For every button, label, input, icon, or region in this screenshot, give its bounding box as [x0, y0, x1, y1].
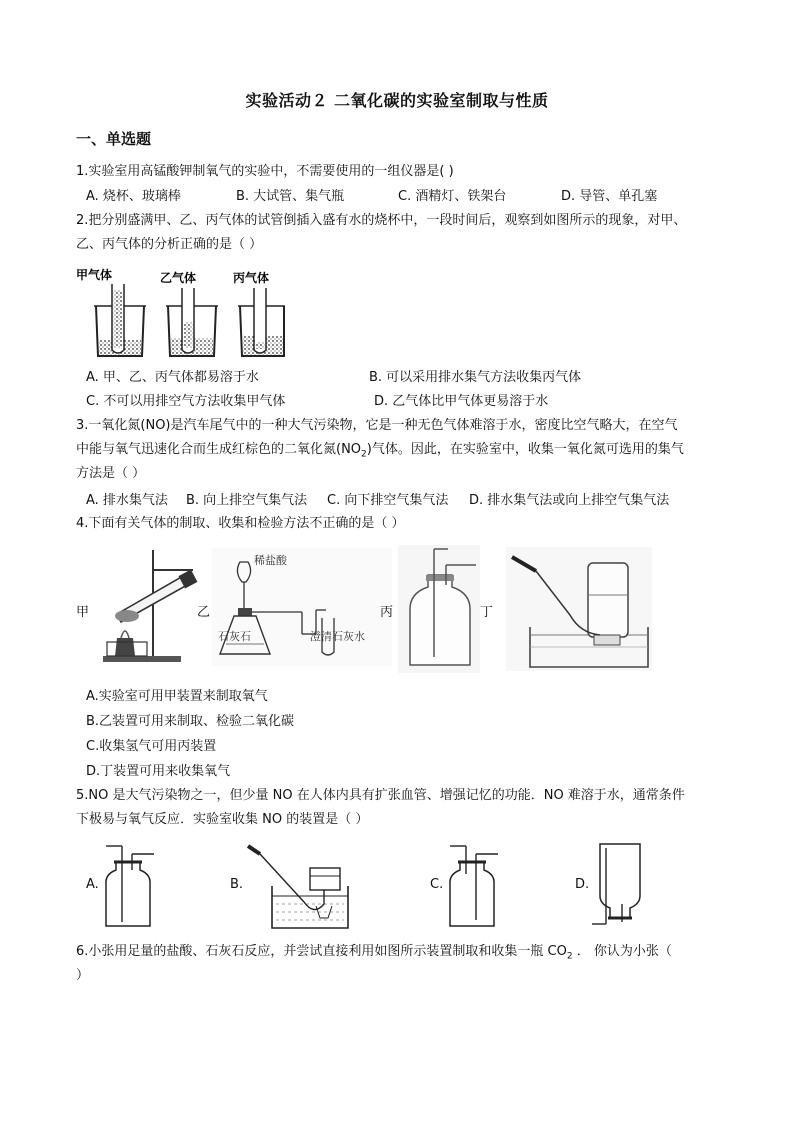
q5-option-a-label: A. — [86, 877, 99, 892]
beaker-jia — [94, 284, 146, 356]
q3-stem-line2-a: 中能与氧气迅速化合而生成红棕色的二氧化氮(NO — [76, 442, 362, 457]
q5-figure-d-inverted-bottle — [590, 838, 648, 928]
q3-stem-line1: 3.一氧化氮(NO)是汽车尾气中的一种大气污染物，它是一种无色气体难溶于水，密度比空气略大，在空气 — [76, 418, 678, 433]
q1-option-a: A. 烧杯、玻璃棒 — [86, 189, 181, 204]
q3-stem-line3: 方法是（ ） — [76, 466, 146, 481]
q5-option-d-label: D. — [575, 877, 590, 892]
q2-option-a: A. 甲、乙、丙气体都易溶于水 — [86, 370, 259, 385]
q2-fig-label-yi: 乙气体 — [160, 271, 197, 285]
q2-option-b: B. 可以采用排水集气方法收集丙气体 — [369, 370, 582, 385]
q2-figure-test-tubes — [76, 264, 286, 362]
q2-option-d: D. 乙气体比甲气体更易溶于水 — [374, 394, 549, 409]
q5-stem-line2: 下极易与氧气反应．实验室收集 NO 的装置是（ ） — [76, 812, 369, 827]
q4-fig-text-hcl: 稀盐酸 — [254, 554, 287, 567]
q4-figure-jia-heating-apparatus — [97, 546, 201, 664]
q2-stem-line1: 2.把分别盛满甲、乙、丙气体的试管倒插入盛有水的烧杯中，一段时间后，观察到如图所示的现象，对甲、 — [76, 213, 687, 228]
q3-option-b: B. 向上排空气集气法 — [186, 493, 308, 508]
q1-option-c: C. 酒精灯、铁架台 — [398, 189, 507, 204]
q3-option-d: D. 排水集气法或向上排空气集气法 — [469, 493, 670, 508]
q4-figure-yi-co2-generator — [212, 548, 392, 666]
q1-stem: 1.实验室用高锰酸钾制氧气的实验中，不需要使用的一组仪器是( ) — [76, 164, 454, 179]
q5-option-c-label: C. — [430, 877, 444, 892]
q2-fig-label-bing: 丙气体 — [233, 271, 270, 285]
q6-stem-line1-a: 6.小张用足量的盐酸、石灰石反应，并尝试直接利用如图所示装置制取和收集一瓶 CO — [76, 944, 567, 959]
q2-stem-line2: 乙、丙气体的分析正确的是（ ） — [76, 237, 263, 252]
q2-fig-label-jia: 甲气体 — [76, 268, 113, 282]
q4-label-yi: 乙 — [197, 605, 211, 620]
q4-label-ding: 丁 — [480, 605, 494, 620]
q3-stem-line2-b: )气体。因此，在实验室中，收集一氧化氮可选用的集气 — [366, 442, 684, 457]
beaker-yi — [166, 288, 218, 356]
q1-option-b: B. 大试管、集气瓶 — [236, 189, 345, 204]
q4-option-c: C.收集氢气可用丙装置 — [86, 739, 217, 754]
section-heading: 一、单选题 — [76, 130, 152, 148]
q3-option-a: A. 排水集气法 — [86, 493, 168, 508]
q5-figure-a-bottle-long-tube — [100, 840, 160, 930]
q6-stem-line2: ） — [76, 968, 90, 983]
q6-stem-line1-b: ． 你认为小张（ — [572, 944, 672, 959]
q4-figure-bing-gas-bottle — [398, 545, 480, 673]
q4-figure-ding-water-displacement — [506, 547, 652, 671]
q5-figure-b-water-trough — [244, 840, 358, 932]
q3-no2-subscript: 2 — [361, 449, 367, 460]
q4-label-bing: 丙 — [380, 605, 394, 620]
q4-fig-text-limestone: 石灰石 — [218, 630, 251, 643]
q4-option-d: D.丁装置可用来收集氧气 — [86, 764, 231, 779]
q5-stem-line1: 5.NO 是大气污染物之一，但少量 NO 在人体内具有扩张血管、增强记忆的功能．NO 难溶于水，通常条件 — [76, 788, 685, 803]
q4-option-b: B.乙装置可用来制取、检验二氧化碳 — [86, 714, 295, 729]
q4-fig-text-limewater: 澄清石灰水 — [310, 630, 365, 643]
q5-option-b-label: B. — [230, 877, 244, 892]
q1-option-d: D. 导管、单孔塞 — [561, 189, 658, 204]
q4-label-jia: 甲 — [76, 605, 90, 620]
q4-option-a: A.实验室可用甲装置来制取氧气 — [86, 689, 268, 704]
q3-option-c: C. 向下排空气集气法 — [327, 493, 449, 508]
q2-option-c: C. 不可以用排空气方法收集甲气体 — [86, 394, 286, 409]
q6-co2-subscript: 2 — [566, 951, 573, 962]
q4-stem: 4.下面有关气体的制取、收集和检验方法不正确的是（ ） — [76, 516, 405, 531]
q5-figure-c-bottle-short-tube — [444, 840, 504, 930]
beaker-bing — [238, 288, 285, 356]
page-title: 实验活动２ 二氧化碳的实验室制取与性质 — [245, 91, 549, 110]
